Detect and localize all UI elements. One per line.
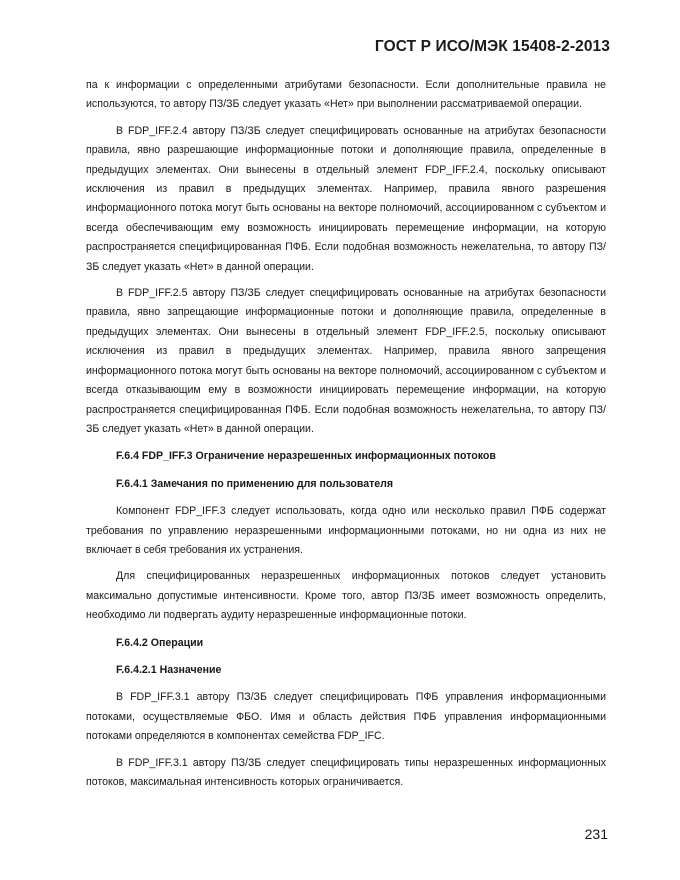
document-body: [86, 76, 606, 799]
paragraph: Для специфицированных неразрешенных информационных потоков следует установить максимально допустимые интенсивности. Кроме того, автор ПЗ/ЗБ имеет возможность определить, необходимо ли подвергать аудиту неразрешенные информационные потоки.: [86, 570, 606, 622]
section-heading: F.6.4 FDP_IFF.3 Ограничение неразрешенных информационных потоков: [116, 450, 496, 463]
paragraph: В FDP_IFF.3.1 автору ПЗ/ЗБ следует специфицировать ПФБ управления информационными потоками, осуществляемые ФБО. Имя и область действия ПФБ управления информационными потоками определяются в компонентах семейства FDP_IFC.: [86, 691, 606, 743]
paragraph: В FDP_IFF.2.5 автору ПЗ/ЗБ следует специфицировать основанные на атрибутах безопасности правила, явно запрещающие информационные потоки и дополняющие правила, определенные в предыдущих элементах. Они вынесены в отдельный элемент FDP_IFF.2.5, поскольку описывают исключения из правил в предыдущих элементах. Например, правила явного запрещения информационного потока могут быть основаны на векторе полномочий, ассоциированном с субъектом и всегда отказывающим ему в возможности инициировать перемещение информации, на которую распространяется специфицированная ПФБ. Если подобная возможность нежелательна, то автору ПЗ/ЗБ следует указать «Нет» в данной операции.: [86, 287, 606, 435]
paragraph: В FDP_IFF.2.4 автору ПЗ/ЗБ следует специфицировать основанные на атрибутах безопасности правила, явно разрешающие информационные потоки и дополняющие правила, определенные в предыдущих элементах. Они вынесены в отдельный элемент FDP_IFF.2.4, поскольку описывают исключения из правил в предыдущих элементах. Например, правила явного разрешения информационного потока могут быть основаны на векторе полномочий, ассоциированном с субъектом и всегда обеспечивающим ему возможность инициировать перемещение информации, на которую распространяется специфицированная ПФБ. Если подобная возможность нежелательна, то автору ПЗ/ЗБ следует указать «Нет» в данной операции.: [86, 124, 606, 273]
paragraph: па к информации с определенными атрибутами безопасности. Если дополнительные правила не используются, то автору ПЗ/ЗБ следует указать «Нет» при выполнении рассматриваемой операции.: [86, 79, 606, 111]
subsection-heading: F.6.4.1 Замечания по применению для пользователя: [116, 477, 394, 490]
page-number: 231: [584, 826, 608, 842]
subsection-heading: F.6.4.2.1 Назначение: [116, 663, 222, 676]
paragraph: В FDP_IFF.3.1 автору ПЗ/ЗБ следует специфицировать типы неразрешенных информационных потоков, максимальная интенсивность которых ограничивается.: [86, 756, 606, 788]
paragraph: Компонент FDP_IFF.3 следует использовать, когда одно или несколько правил ПФБ содержат требования по управлению неразрешенными информационными потоками, но ни одна из них не включает в себя требования их устранения.: [86, 505, 606, 556]
standard-header: ГОСТ Р ИСО/МЭК 15408-2-2013: [374, 38, 610, 55]
subsection-heading: F.6.4.2 Операции: [116, 636, 204, 649]
